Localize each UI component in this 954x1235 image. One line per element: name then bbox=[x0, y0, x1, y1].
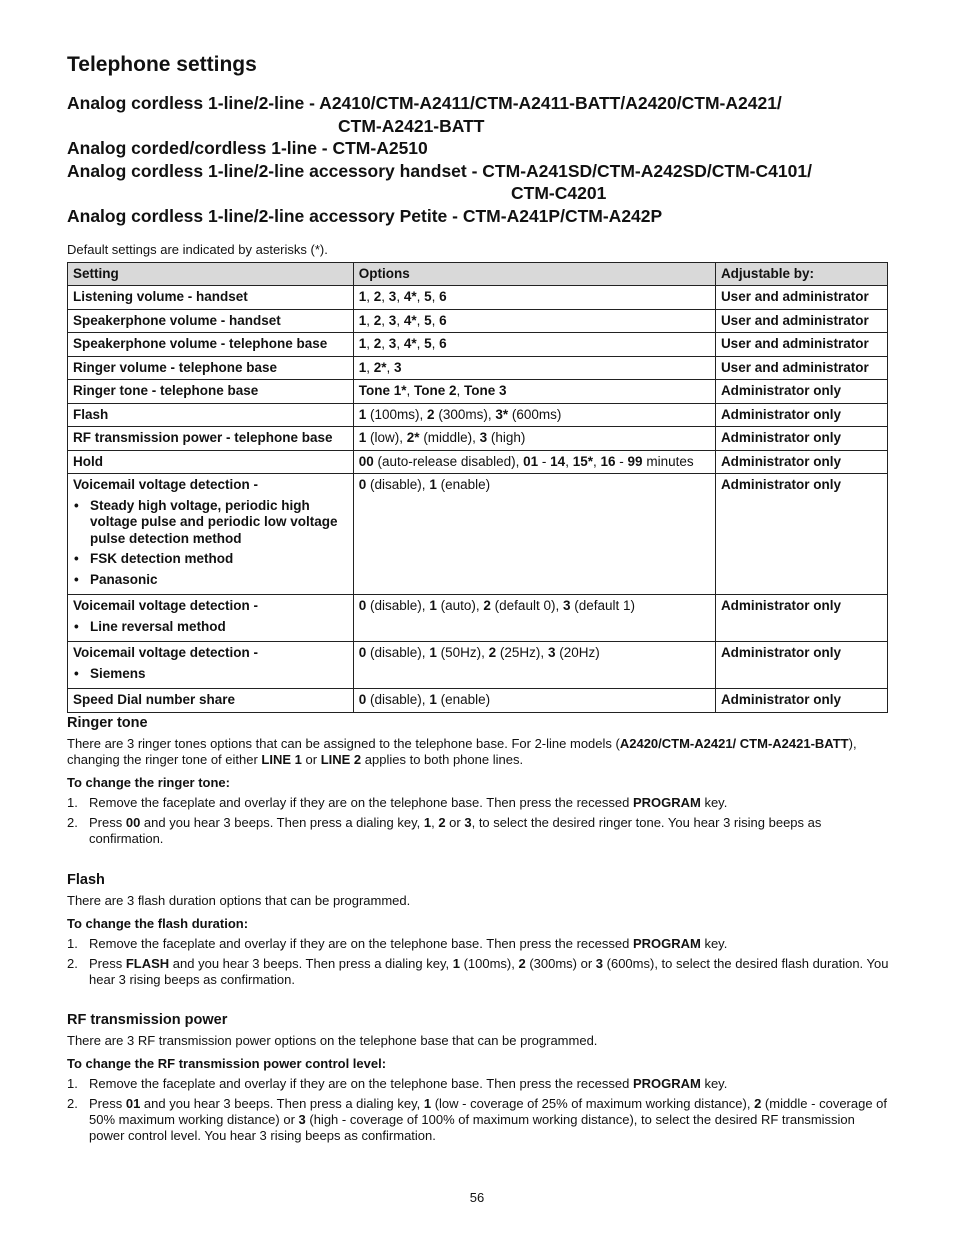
bullet-item: • Line reversal method bbox=[73, 619, 348, 636]
table-row bbox=[68, 333, 888, 357]
options-cell: 1, 2*, 3 bbox=[353, 356, 715, 380]
options-cell: 1 (100ms), 2 (300ms), 3* (600ms) bbox=[353, 403, 715, 427]
setting-cell: Flash bbox=[68, 403, 354, 427]
table-row bbox=[68, 595, 888, 642]
setting-cell: RF transmission power - telephone base bbox=[68, 427, 354, 451]
table-row bbox=[68, 286, 888, 310]
setting-cell: Speakerphone volume - telephone base bbox=[68, 333, 354, 357]
options-cell: 1, 2, 3, 4*, 5, 6 bbox=[353, 309, 715, 333]
default-settings-note: Default settings are indicated by asterisks (*). bbox=[67, 242, 328, 257]
setting-cell: Speed Dial number share bbox=[68, 689, 354, 713]
table-row bbox=[68, 450, 888, 474]
table-row bbox=[68, 427, 888, 451]
page-number: 56 bbox=[469, 1190, 485, 1205]
table-row bbox=[68, 474, 888, 595]
setting-cell: Hold bbox=[68, 450, 354, 474]
settings-table-body bbox=[68, 286, 888, 713]
procedure-heading: To change the ringer tone: bbox=[67, 775, 230, 790]
step-item: 1. Remove the faceplate and overlay if they are on the telephone base. Then press the recessed PROGRAM key. bbox=[67, 1076, 728, 1091]
adjustable-cell: User and administrator bbox=[715, 356, 887, 380]
step-item: 2. Press 00 and you hear 3 beeps. Then press a dialing key, 1, 2 or 3, to select the desired ringer tone. You hear 3 rising beeps as confirmation. bbox=[67, 815, 822, 846]
bullet-item: • FSK detection method bbox=[73, 551, 348, 568]
adjustable-cell: User and administrator bbox=[715, 286, 887, 310]
model-line: Analog cordless 1-line/2-line accessory handset - CTM-A241SD/CTM-A242SD/CTM-C4101/ bbox=[67, 160, 812, 181]
procedure-steps bbox=[67, 795, 889, 847]
procedure-heading: To change the RF transmission power control level: bbox=[67, 1056, 387, 1071]
table-row bbox=[68, 642, 888, 689]
model-line: Analog cordless 1-line/2-line - A2410/CTM-A2411/CTM-A2411-BATT/A2420/CTM-A2421/ bbox=[67, 93, 782, 113]
options-cell: 0 (disable), 1 (50Hz), 2 (25Hz), 3 (20Hz) bbox=[353, 642, 715, 689]
step-item: 1. Remove the faceplate and overlay if they are on the telephone base. Then press the recessed PROGRAM key. bbox=[67, 795, 728, 810]
adjustable-cell: Administrator only bbox=[715, 689, 887, 713]
options-cell: 0 (disable), 1 (enable) bbox=[353, 689, 715, 713]
step-item: 2. Press FLASH and you hear 3 beeps. Then press a dialing key, 1 (100ms), 2 (300ms) or 3 (600ms), to select the desired flash duration. You hear 3 rising beeps as confirmation. bbox=[67, 956, 889, 987]
adjustable-cell: Administrator only bbox=[715, 380, 887, 404]
setting-cell: Ringer volume - telephone base bbox=[68, 356, 354, 380]
section-heading: RF transmission power bbox=[67, 1012, 228, 1028]
procedure-steps bbox=[67, 1076, 889, 1144]
setting-cell: Voicemail voltage detection - • Siemens bbox=[68, 642, 354, 689]
table-row bbox=[68, 689, 888, 713]
header-setting: Setting bbox=[68, 263, 354, 286]
table-row bbox=[68, 380, 888, 404]
model-line: Analog cordless 1-line/2-line accessory Petite - CTM-A241P/CTM-A242P bbox=[67, 205, 663, 226]
options-cell: 00 (auto-release disabled), 01 - 14, 15*, 16 - 99 minutes bbox=[353, 450, 715, 474]
section-heading: Ringer tone bbox=[67, 715, 148, 731]
adjustable-cell: Administrator only bbox=[715, 595, 887, 642]
setting-cell: Voicemail voltage detection - • Line reversal method bbox=[68, 595, 354, 642]
adjustable-cell: Administrator only bbox=[715, 427, 887, 451]
adjustable-cell: User and administrator bbox=[715, 333, 887, 357]
step-item: 2. Press 01 and you hear 3 beeps. Then press a dialing key, 1 (low - coverage of 25% of maximum working distance), 2 (middle - coverage of 50% maximum working distance) or 3 (high - coverage of 100% of maximum working distance), to select the desired RF transmission power control level. You hear 3 rising beeps as confirmation. bbox=[67, 1096, 888, 1143]
procedure-steps bbox=[67, 936, 889, 988]
table-row bbox=[68, 356, 888, 380]
setting-cell: Voicemail voltage detection - • Steady high voltage, periodic high voltage pulse and periodic low voltage pulse detection method • FSK detection method • Panasonic bbox=[68, 474, 354, 595]
options-cell: 1, 2, 3, 4*, 5, 6 bbox=[353, 286, 715, 310]
setting-cell: Speakerphone volume - handset bbox=[68, 309, 354, 333]
flash-section bbox=[67, 871, 889, 992]
section-intro: There are 3 flash duration options that can be programmed. bbox=[67, 893, 411, 908]
model-line: Analog corded/cordless 1-line - CTM-A2510 bbox=[67, 138, 428, 158]
options-cell: 1 (low), 2* (middle), 3 (high) bbox=[353, 427, 715, 451]
section-intro: There are 3 ringer tones options that can be assigned to the telephone base. For 2-line models (A2420/CTM-A2421/ CTM-A2421-BATT), changing the ringer tone of either LINE 1 or LINE 2 applies to both phone lines. bbox=[67, 736, 857, 767]
setting-cell: Ringer tone - telephone base bbox=[68, 380, 354, 404]
ringer-tone-section bbox=[67, 714, 889, 851]
adjustable-cell: Administrator only bbox=[715, 642, 887, 689]
table-header-row bbox=[68, 263, 888, 286]
options-cell: Tone 1*, Tone 2, Tone 3 bbox=[353, 380, 715, 404]
settings-table bbox=[67, 262, 888, 713]
table-row bbox=[68, 309, 888, 333]
step-item: 1. Remove the faceplate and overlay if they are on the telephone base. Then press the recessed PROGRAM key. bbox=[67, 936, 728, 951]
model-line: CTM-C4201 bbox=[511, 183, 607, 203]
table-row bbox=[68, 403, 888, 427]
bullet-item: • Steady high voltage, periodic high voltage pulse and periodic low voltage pulse detection method bbox=[73, 498, 348, 548]
bullet-item: • Siemens bbox=[73, 666, 348, 683]
adjustable-cell: Administrator only bbox=[715, 450, 887, 474]
section-heading: Flash bbox=[67, 872, 105, 888]
header-adjustable: Adjustable by: bbox=[715, 263, 887, 286]
setting-cell: Listening volume - handset bbox=[68, 286, 354, 310]
header-options: Options bbox=[353, 263, 715, 286]
section-intro: There are 3 RF transmission power options on the telephone base that can be programmed. bbox=[67, 1033, 598, 1048]
adjustable-cell: Administrator only bbox=[715, 474, 887, 595]
adjustable-cell: User and administrator bbox=[715, 309, 887, 333]
model-list bbox=[67, 92, 897, 227]
options-cell: 1, 2, 3, 4*, 5, 6 bbox=[353, 333, 715, 357]
procedure-heading: To change the flash duration: bbox=[67, 916, 249, 931]
options-cell: 0 (disable), 1 (enable) bbox=[353, 474, 715, 595]
page-title: Telephone settings bbox=[67, 53, 257, 76]
options-cell: 0 (disable), 1 (auto), 2 (default 0), 3 (default 1) bbox=[353, 595, 715, 642]
model-line: CTM-A2421-BATT bbox=[338, 115, 485, 136]
adjustable-cell: Administrator only bbox=[715, 403, 887, 427]
rf-power-section bbox=[67, 1011, 889, 1148]
bullet-item: • Panasonic bbox=[73, 572, 348, 589]
